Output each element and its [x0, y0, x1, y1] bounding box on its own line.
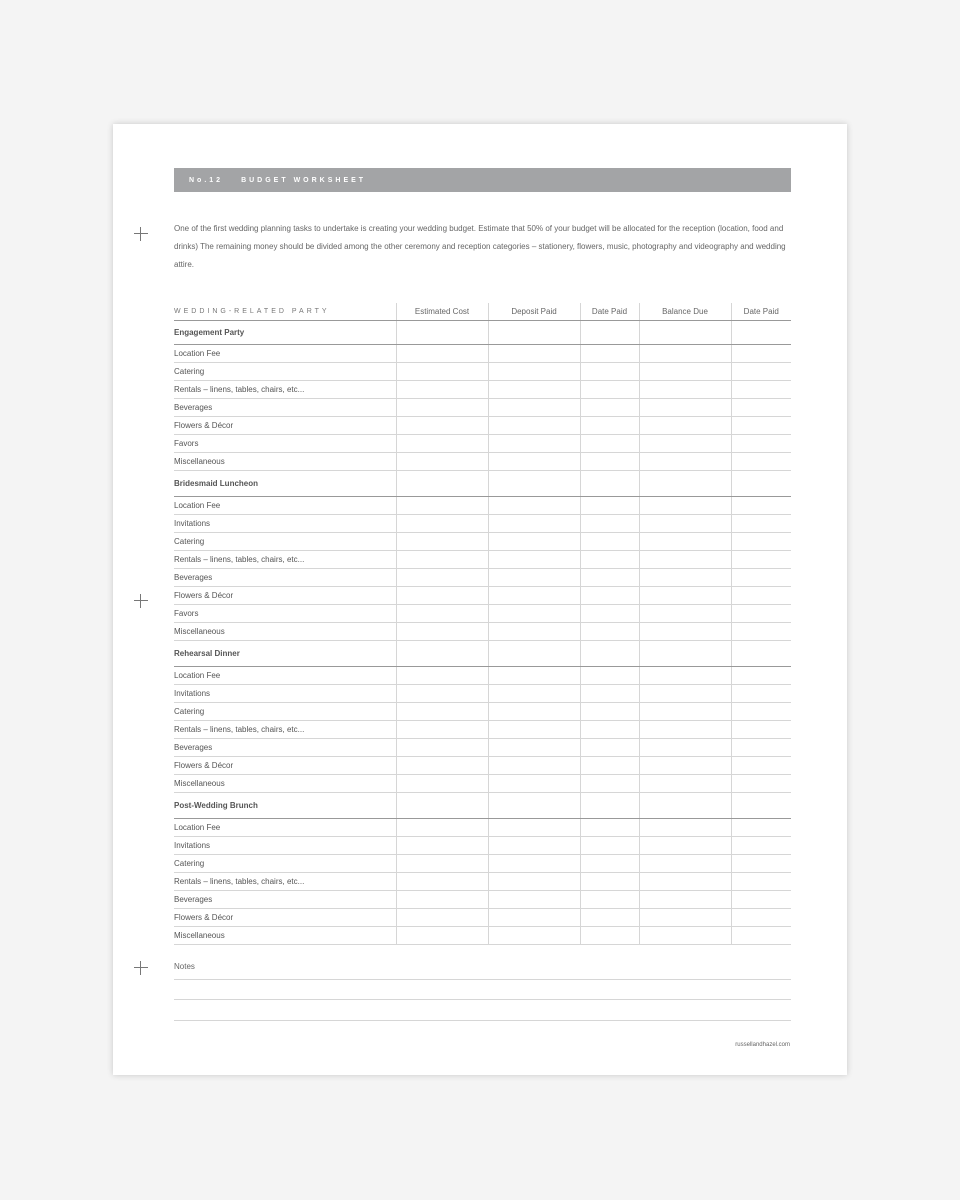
section-title: Bridesmaid Luncheon [174, 471, 396, 497]
entry-cell[interactable] [488, 399, 580, 417]
notes-line[interactable] [174, 1020, 791, 1021]
entry-cell[interactable] [396, 685, 488, 703]
entry-cell[interactable] [639, 793, 731, 819]
table-row [174, 381, 791, 399]
entry-cell[interactable] [639, 927, 731, 945]
row-label: Rentals – linens, tables, chairs, etc... [174, 551, 396, 569]
entry-cell[interactable] [731, 435, 791, 453]
entry-cell[interactable] [396, 533, 488, 551]
entry-cell[interactable] [488, 775, 580, 793]
row-label: Miscellaneous [174, 775, 396, 793]
row-label: Location Fee [174, 667, 396, 685]
entry-cell[interactable] [580, 417, 639, 435]
entry-cell[interactable] [396, 515, 488, 533]
entry-cell[interactable] [488, 417, 580, 435]
entry-cell[interactable] [396, 417, 488, 435]
table-row [174, 453, 791, 471]
entry-cell[interactable] [580, 927, 639, 945]
entry-cell[interactable] [396, 321, 488, 345]
entry-cell[interactable] [731, 909, 791, 927]
entry-cell[interactable] [639, 453, 731, 471]
row-label: Favors [174, 435, 396, 453]
table-row [174, 497, 791, 515]
table-row [174, 533, 791, 551]
row-label: Flowers & Décor [174, 909, 396, 927]
entry-cell[interactable] [731, 623, 791, 641]
entry-cell[interactable] [580, 435, 639, 453]
entry-cell[interactable] [580, 533, 639, 551]
entry-cell[interactable] [731, 641, 791, 667]
entry-cell[interactable] [639, 641, 731, 667]
intro-paragraph: One of the first wedding planning tasks to undertake is creating your wedding budget. Estimate that 50% of your budget will be allocated for the reception (location, food and drinks) The remaining money should be divided among the other ceremony and reception categories – stationery, flowers, music, photography and videography and wedding attire. [174, 224, 786, 269]
entry-cell[interactable] [639, 891, 731, 909]
entry-cell[interactable] [488, 909, 580, 927]
entry-cell[interactable] [488, 551, 580, 569]
entry-cell[interactable] [396, 873, 488, 891]
table-row [174, 685, 791, 703]
table-row [174, 775, 791, 793]
entry-cell[interactable] [580, 685, 639, 703]
entry-cell[interactable] [396, 497, 488, 515]
row-label: Flowers & Décor [174, 587, 396, 605]
footer-url: russellandhazel.com [735, 1042, 790, 1048]
entry-cell[interactable] [580, 641, 639, 667]
entry-cell[interactable] [396, 381, 488, 399]
entry-cell[interactable] [639, 587, 731, 605]
entry-cell[interactable] [488, 515, 580, 533]
table-row [174, 399, 791, 417]
entry-cell[interactable] [731, 855, 791, 873]
entry-cell[interactable] [396, 793, 488, 819]
section-row [174, 793, 791, 819]
entry-cell[interactable] [396, 757, 488, 775]
entry-cell[interactable] [639, 819, 731, 837]
entry-cell[interactable] [580, 363, 639, 381]
entry-cell[interactable] [580, 623, 639, 641]
entry-cell[interactable] [580, 775, 639, 793]
entry-cell[interactable] [580, 515, 639, 533]
notes-label: Notes [174, 962, 195, 971]
table-row [174, 721, 791, 739]
entry-cell[interactable] [488, 667, 580, 685]
entry-cell[interactable] [731, 837, 791, 855]
entry-cell[interactable] [731, 569, 791, 587]
entry-cell[interactable] [396, 551, 488, 569]
row-label: Catering [174, 703, 396, 721]
worksheet-number: No.12 [189, 176, 224, 184]
entry-cell[interactable] [639, 471, 731, 497]
page-title: BUDGET WORKSHEET [241, 176, 367, 184]
entry-cell[interactable] [731, 721, 791, 739]
table-header-row [174, 303, 791, 321]
entry-cell[interactable] [396, 641, 488, 667]
entry-cell[interactable] [639, 909, 731, 927]
entry-cell[interactable] [639, 497, 731, 515]
entry-cell[interactable] [639, 605, 731, 623]
row-label: Beverages [174, 399, 396, 417]
entry-cell[interactable] [639, 837, 731, 855]
entry-cell[interactable] [639, 667, 731, 685]
entry-cell[interactable] [396, 855, 488, 873]
entry-cell[interactable] [731, 873, 791, 891]
table-row [174, 873, 791, 891]
table-row [174, 855, 791, 873]
entry-cell[interactable] [580, 667, 639, 685]
entry-cell[interactable] [396, 703, 488, 721]
entry-cell[interactable] [488, 471, 580, 497]
entry-cell[interactable] [396, 435, 488, 453]
entry-cell[interactable] [580, 399, 639, 417]
entry-cell[interactable] [731, 667, 791, 685]
row-label: Miscellaneous [174, 623, 396, 641]
row-label: Rentals – linens, tables, chairs, etc... [174, 873, 396, 891]
entry-cell[interactable] [731, 739, 791, 757]
row-label: Beverages [174, 891, 396, 909]
table-row [174, 837, 791, 855]
entry-cell[interactable] [396, 927, 488, 945]
entry-cell[interactable] [488, 891, 580, 909]
entry-cell[interactable] [731, 417, 791, 435]
entry-cell[interactable] [488, 855, 580, 873]
entry-cell[interactable] [639, 685, 731, 703]
column-header: Deposit Paid [488, 303, 580, 321]
row-label: Beverages [174, 569, 396, 587]
table-row [174, 891, 791, 909]
entry-cell[interactable] [731, 587, 791, 605]
entry-cell[interactable] [580, 721, 639, 739]
row-label: Favors [174, 605, 396, 623]
row-label: Miscellaneous [174, 453, 396, 471]
table-row [174, 587, 791, 605]
entry-cell[interactable] [580, 855, 639, 873]
page-title-bar [174, 168, 791, 192]
notes-line[interactable] [174, 979, 791, 980]
table-row [174, 417, 791, 435]
entry-cell[interactable] [731, 793, 791, 819]
column-header: WEDDING-RELATED PARTY [174, 303, 396, 321]
entry-cell[interactable] [396, 667, 488, 685]
entry-cell[interactable] [580, 605, 639, 623]
entry-cell[interactable] [731, 757, 791, 775]
entry-cell[interactable] [639, 533, 731, 551]
entry-cell[interactable] [731, 381, 791, 399]
entry-cell[interactable] [580, 471, 639, 497]
entry-cell[interactable] [580, 873, 639, 891]
entry-cell[interactable] [488, 587, 580, 605]
entry-cell[interactable] [488, 605, 580, 623]
entry-cell[interactable] [396, 399, 488, 417]
entry-cell[interactable] [488, 641, 580, 667]
entry-cell[interactable] [639, 873, 731, 891]
entry-cell[interactable] [639, 721, 731, 739]
entry-cell[interactable] [488, 703, 580, 721]
column-header: Balance Due [639, 303, 731, 321]
entry-cell[interactable] [639, 569, 731, 587]
row-label: Location Fee [174, 345, 396, 363]
column-header: Date Paid [731, 303, 791, 321]
entry-cell[interactable] [488, 497, 580, 515]
table-row [174, 703, 791, 721]
table-row [174, 345, 791, 363]
table-row [174, 739, 791, 757]
entry-cell[interactable] [639, 321, 731, 345]
entry-cell[interactable] [731, 927, 791, 945]
entry-cell[interactable] [731, 453, 791, 471]
entry-cell[interactable] [488, 453, 580, 471]
row-label: Invitations [174, 837, 396, 855]
entry-cell[interactable] [396, 775, 488, 793]
entry-cell[interactable] [580, 497, 639, 515]
section-title: Post-Wedding Brunch [174, 793, 396, 819]
table-row [174, 623, 791, 641]
entry-cell[interactable] [488, 363, 580, 381]
entry-cell[interactable] [488, 321, 580, 345]
section-title: Engagement Party [174, 321, 396, 345]
table-row [174, 605, 791, 623]
entry-cell[interactable] [396, 623, 488, 641]
row-label: Flowers & Décor [174, 757, 396, 775]
entry-cell[interactable] [639, 515, 731, 533]
entry-cell[interactable] [580, 757, 639, 775]
row-label: Rentals – linens, tables, chairs, etc... [174, 381, 396, 399]
entry-cell[interactable] [639, 703, 731, 721]
row-label: Location Fee [174, 819, 396, 837]
row-label: Flowers & Décor [174, 417, 396, 435]
entry-cell[interactable] [396, 605, 488, 623]
section-row [174, 471, 791, 497]
table-row [174, 757, 791, 775]
table-row [174, 569, 791, 587]
row-label: Invitations [174, 685, 396, 703]
entry-cell[interactable] [488, 533, 580, 551]
entry-cell[interactable] [580, 739, 639, 757]
entry-cell[interactable] [580, 703, 639, 721]
entry-cell[interactable] [580, 381, 639, 399]
entry-cell[interactable] [580, 891, 639, 909]
entry-cell[interactable] [731, 551, 791, 569]
entry-cell[interactable] [639, 623, 731, 641]
entry-cell[interactable] [396, 891, 488, 909]
table-row [174, 667, 791, 685]
entry-cell[interactable] [580, 837, 639, 855]
row-label: Catering [174, 363, 396, 381]
entry-cell[interactable] [731, 703, 791, 721]
entry-cell[interactable] [639, 399, 731, 417]
entry-cell[interactable] [580, 551, 639, 569]
crop-mark-icon [134, 227, 148, 241]
crop-mark-icon [134, 961, 148, 975]
row-label: Catering [174, 533, 396, 551]
section-title: Rehearsal Dinner [174, 641, 396, 667]
table-row [174, 819, 791, 837]
section-row [174, 641, 791, 667]
entry-cell[interactable] [488, 837, 580, 855]
row-label: Miscellaneous [174, 927, 396, 945]
entry-cell[interactable] [731, 345, 791, 363]
entry-cell[interactable] [488, 721, 580, 739]
row-label: Catering [174, 855, 396, 873]
entry-cell[interactable] [488, 819, 580, 837]
entry-cell[interactable] [396, 721, 488, 739]
row-label: Location Fee [174, 497, 396, 515]
entry-cell[interactable] [731, 515, 791, 533]
entry-cell[interactable] [580, 793, 639, 819]
entry-cell[interactable] [731, 321, 791, 345]
entry-cell[interactable] [639, 551, 731, 569]
entry-cell[interactable] [396, 739, 488, 757]
entry-cell[interactable] [731, 399, 791, 417]
entry-cell[interactable] [639, 739, 731, 757]
entry-cell[interactable] [731, 605, 791, 623]
entry-cell[interactable] [580, 819, 639, 837]
table-row [174, 927, 791, 945]
table-row [174, 551, 791, 569]
row-label: Rentals – linens, tables, chairs, etc... [174, 721, 396, 739]
table-row [174, 435, 791, 453]
entry-cell[interactable] [488, 435, 580, 453]
entry-cell[interactable] [731, 685, 791, 703]
budget-table [174, 303, 791, 945]
entry-cell[interactable] [580, 453, 639, 471]
entry-cell[interactable] [488, 739, 580, 757]
entry-cell[interactable] [639, 855, 731, 873]
entry-cell[interactable] [639, 775, 731, 793]
entry-cell[interactable] [639, 363, 731, 381]
row-label: Invitations [174, 515, 396, 533]
entry-cell[interactable] [396, 453, 488, 471]
section-row [174, 321, 791, 345]
entry-cell[interactable] [731, 533, 791, 551]
entry-cell[interactable] [731, 819, 791, 837]
entry-cell[interactable] [639, 417, 731, 435]
crop-mark-icon [134, 594, 148, 608]
entry-cell[interactable] [580, 345, 639, 363]
entry-cell[interactable] [731, 891, 791, 909]
entry-cell[interactable] [580, 321, 639, 345]
entry-cell[interactable] [639, 757, 731, 775]
entry-cell[interactable] [396, 471, 488, 497]
entry-cell[interactable] [488, 345, 580, 363]
entry-cell[interactable] [488, 623, 580, 641]
entry-cell[interactable] [731, 471, 791, 497]
table-row [174, 515, 791, 533]
entry-cell[interactable] [580, 587, 639, 605]
table-row [174, 909, 791, 927]
entry-cell[interactable] [639, 345, 731, 363]
entry-cell[interactable] [488, 685, 580, 703]
entry-cell[interactable] [396, 837, 488, 855]
entry-cell[interactable] [488, 873, 580, 891]
entry-cell[interactable] [488, 757, 580, 775]
entry-cell[interactable] [396, 569, 488, 587]
entry-cell[interactable] [580, 909, 639, 927]
notes-line[interactable] [174, 999, 791, 1000]
row-label: Beverages [174, 739, 396, 757]
entry-cell[interactable] [396, 345, 488, 363]
entry-cell[interactable] [731, 363, 791, 381]
entry-cell[interactable] [396, 363, 488, 381]
column-header: Date Paid [580, 303, 639, 321]
entry-cell[interactable] [639, 435, 731, 453]
table-row [174, 363, 791, 381]
entry-cell[interactable] [488, 927, 580, 945]
entry-cell[interactable] [731, 497, 791, 515]
entry-cell[interactable] [639, 381, 731, 399]
entry-cell[interactable] [488, 569, 580, 587]
entry-cell[interactable] [580, 569, 639, 587]
entry-cell[interactable] [396, 819, 488, 837]
entry-cell[interactable] [396, 587, 488, 605]
entry-cell[interactable] [396, 909, 488, 927]
entry-cell[interactable] [488, 381, 580, 399]
entry-cell[interactable] [488, 793, 580, 819]
entry-cell[interactable] [731, 775, 791, 793]
column-header: Estimated Cost [396, 303, 488, 321]
